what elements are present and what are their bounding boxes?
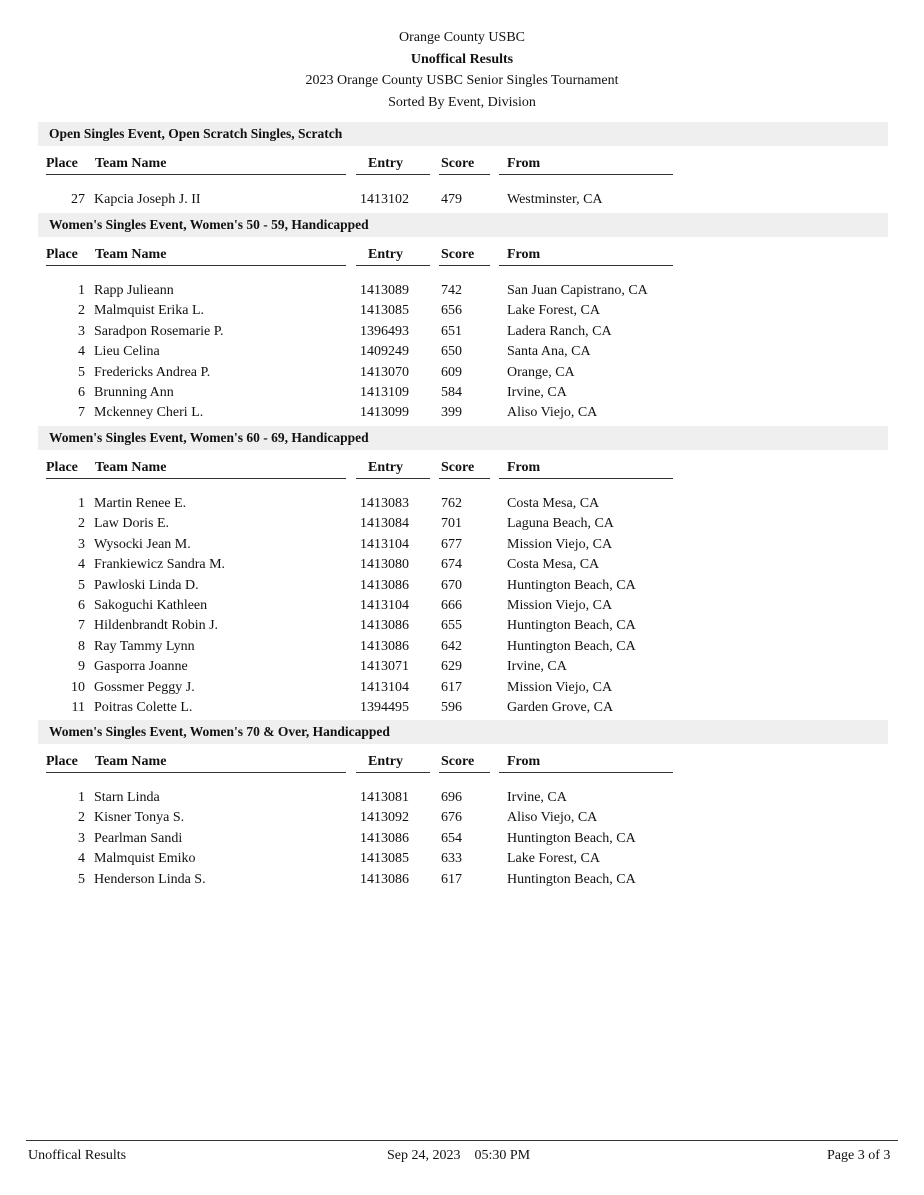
place-cell: 11	[71, 700, 85, 715]
table-row	[0, 283, 924, 303]
place-cell: 6	[78, 598, 85, 613]
team-name-cell: Pawloski Linda D.	[94, 577, 199, 593]
table-row	[0, 192, 924, 212]
from-cell: Huntington Beach, CA	[507, 577, 636, 593]
place-cell: 4	[78, 344, 85, 360]
column-header-score: Score	[441, 460, 475, 475]
score-cell: 584	[441, 385, 462, 400]
from-cell: Lake Forest, CA	[507, 851, 600, 867]
score-cell: 676	[441, 810, 462, 826]
column-header-place: Place	[46, 460, 78, 475]
score-cell: 677	[441, 536, 462, 552]
score-cell: 762	[441, 496, 462, 511]
team-name-cell: Lieu Celina	[94, 344, 160, 360]
score-cell: 701	[441, 516, 462, 532]
section-title: Women's Singles Event, Women's 70 & Over, Handicapped	[49, 724, 390, 739]
from-cell: Huntington Beach, CA	[507, 830, 636, 846]
entry-cell: 1413092	[360, 810, 409, 826]
column-underline	[439, 174, 490, 175]
column-header-place: Place	[46, 247, 78, 262]
column-underline	[356, 265, 430, 266]
column-underline	[356, 174, 430, 175]
score-cell: 629	[441, 659, 462, 675]
from-cell: Irvine, CA	[507, 790, 567, 805]
from-cell: Aliso Viejo, CA	[507, 810, 598, 826]
table-row	[0, 639, 924, 659]
entry-cell: 1413086	[360, 871, 409, 887]
column-header-entry: Entry	[368, 156, 403, 171]
from-cell: Mission Viejo, CA	[507, 598, 613, 613]
score-cell: 674	[441, 557, 462, 573]
entry-cell: 1394495	[360, 700, 409, 715]
column-underline	[356, 772, 430, 773]
column-header-entry: Entry	[368, 754, 403, 769]
place-cell: 3	[78, 323, 85, 339]
table-row	[0, 385, 924, 405]
place-cell: 2	[78, 303, 85, 319]
entry-cell: 1413086	[360, 638, 409, 654]
header-sort: Sorted By Event, Division	[388, 95, 536, 110]
column-header-place: Place	[46, 156, 78, 171]
entry-cell: 1413104	[360, 536, 409, 552]
table-row	[0, 578, 924, 598]
column-underline	[46, 478, 346, 479]
team-name-cell: Kapcia Joseph J. II	[94, 192, 201, 207]
table-row	[0, 496, 924, 516]
column-header-score: Score	[441, 754, 475, 769]
column-underline	[356, 478, 430, 479]
column-underline	[439, 265, 490, 266]
team-name-cell: Saradpon Rosemarie P.	[94, 323, 224, 339]
table-row	[0, 790, 924, 810]
score-cell: 651	[441, 323, 462, 339]
team-name-cell: Gossmer Peggy J.	[94, 679, 195, 695]
from-cell: Huntington Beach, CA	[507, 638, 636, 654]
column-underline	[439, 772, 490, 773]
entry-cell: 1413081	[360, 790, 409, 805]
table-row	[0, 680, 924, 700]
footer-time-value: 05:30 PM	[474, 1148, 531, 1163]
footer-date	[387, 1148, 530, 1164]
column-header-place: Place	[46, 754, 78, 769]
team-name-cell: Fredericks Andrea P.	[94, 364, 211, 380]
from-cell: San Juan Capistrano, CA	[507, 283, 648, 298]
score-cell: 742	[441, 283, 462, 298]
team-name-cell: Mckenney Cheri L.	[94, 405, 204, 421]
team-name-cell: Hildenbrandt Robin J.	[94, 618, 219, 634]
team-name-cell: Brunning Ann	[94, 385, 174, 400]
score-cell: 609	[441, 364, 462, 380]
from-cell: Aliso Viejo, CA	[507, 405, 598, 421]
entry-cell: 1413085	[360, 851, 409, 867]
place-cell: 4	[78, 557, 85, 573]
entry-cell: 1413099	[360, 405, 409, 421]
place-cell: 4	[78, 851, 85, 867]
place-cell: 1	[78, 496, 85, 511]
from-cell: Costa Mesa, CA	[507, 496, 600, 511]
column-header-team: Team Name	[95, 247, 167, 262]
entry-cell: 1396493	[360, 323, 409, 339]
table-row	[0, 516, 924, 536]
from-cell: Irvine, CA	[507, 385, 567, 400]
entry-cell: 1413086	[360, 830, 409, 846]
entry-cell: 1413086	[360, 618, 409, 634]
from-cell: Mission Viejo, CA	[507, 679, 613, 695]
team-name-cell: Malmquist Emiko	[94, 851, 196, 867]
column-header-entry: Entry	[368, 460, 403, 475]
team-name-cell: Malmquist Erika L.	[94, 303, 205, 319]
place-cell: 1	[78, 790, 85, 805]
section-title: Women's Singles Event, Women's 60 - 69, Handicapped	[49, 430, 369, 445]
table-row	[0, 537, 924, 557]
column-header-entry: Entry	[368, 247, 403, 262]
score-cell: 656	[441, 303, 462, 319]
place-cell: 7	[78, 405, 85, 421]
column-header-score: Score	[441, 156, 475, 171]
footer-page: Page 3 of 3	[827, 1148, 891, 1163]
entry-cell: 1413089	[360, 283, 409, 298]
column-header-score: Score	[441, 247, 475, 262]
place-cell: 6	[78, 385, 85, 400]
table-row	[0, 831, 924, 851]
column-underline	[439, 478, 490, 479]
from-cell: Costa Mesa, CA	[507, 557, 600, 573]
team-name-cell: Henderson Linda S.	[94, 871, 206, 887]
score-cell: 655	[441, 618, 462, 634]
header-status: Unoffical Results	[410, 52, 514, 67]
table-row	[0, 872, 924, 892]
from-cell: Lake Forest, CA	[507, 303, 600, 319]
team-name-cell: Starn Linda	[94, 790, 160, 805]
team-name-cell: Martin Renee E.	[94, 496, 187, 511]
from-cell: Garden Grove, CA	[507, 700, 614, 715]
team-name-cell: Sakoguchi Kathleen	[94, 598, 208, 613]
place-cell: 9	[78, 659, 85, 675]
table-row	[0, 303, 924, 323]
column-header-from: From	[507, 460, 541, 475]
column-underline	[46, 174, 346, 175]
section-title: Open Singles Event, Open Scratch Singles, Scratch	[49, 126, 343, 141]
table-row	[0, 851, 924, 871]
place-cell: 5	[78, 577, 85, 593]
footer-divider	[26, 1140, 898, 1141]
column-underline	[46, 265, 346, 266]
place-cell: 2	[78, 810, 85, 826]
score-cell: 654	[441, 830, 462, 846]
team-name-cell: Pearlman Sandi	[94, 830, 183, 846]
score-cell: 666	[441, 598, 462, 613]
place-cell: 5	[78, 364, 85, 380]
entry-cell: 1413080	[360, 557, 409, 573]
column-underline	[499, 265, 673, 266]
table-row	[0, 659, 924, 679]
from-cell: Orange, CA	[507, 364, 575, 380]
team-name-cell: Poitras Colette L.	[94, 700, 193, 715]
from-cell: Laguna Beach, CA	[507, 516, 614, 532]
team-name-cell: Wysocki Jean M.	[94, 536, 191, 552]
team-name-cell: Kisner Tonya S.	[94, 810, 185, 826]
place-cell: 5	[78, 871, 85, 887]
score-cell: 617	[441, 679, 462, 695]
table-row	[0, 700, 924, 720]
entry-cell: 1413086	[360, 577, 409, 593]
entry-cell: 1413084	[360, 516, 409, 532]
team-name-cell: Frankiewicz Sandra M.	[94, 557, 226, 573]
from-cell: Irvine, CA	[507, 659, 567, 675]
header-org: Orange County USBC	[399, 30, 525, 45]
table-row	[0, 598, 924, 618]
score-cell: 670	[441, 577, 462, 593]
column-header-from: From	[507, 247, 541, 262]
table-row	[0, 810, 924, 830]
entry-cell: 1413083	[360, 496, 409, 511]
column-underline	[499, 174, 673, 175]
column-header-from: From	[507, 754, 541, 769]
footer-date-value: Sep 24, 2023	[387, 1148, 461, 1163]
team-name-cell: Gasporra Joanne	[94, 659, 188, 675]
table-row	[0, 365, 924, 385]
from-cell: Santa Ana, CA	[507, 344, 591, 360]
column-header-team: Team Name	[95, 460, 167, 475]
score-cell: 650	[441, 344, 462, 360]
from-cell: Huntington Beach, CA	[507, 871, 636, 887]
from-cell: Ladera Ranch, CA	[507, 323, 612, 339]
team-name-cell: Rapp Julieann	[94, 283, 174, 298]
score-cell: 596	[441, 700, 462, 715]
column-underline	[499, 772, 673, 773]
score-cell: 479	[441, 192, 462, 207]
place-cell: 1	[78, 283, 85, 298]
place-cell: 7	[78, 618, 85, 634]
place-cell: 3	[78, 830, 85, 846]
team-name-cell: Ray Tammy Lynn	[94, 638, 195, 654]
section-title: Women's Singles Event, Women's 50 - 59, Handicapped	[49, 217, 369, 232]
place-cell: 27	[71, 192, 85, 207]
table-row	[0, 324, 924, 344]
from-cell: Mission Viejo, CA	[507, 536, 613, 552]
table-row	[0, 618, 924, 638]
place-cell: 3	[78, 536, 85, 552]
entry-cell: 1413104	[360, 598, 409, 613]
entry-cell: 1409249	[360, 344, 409, 360]
score-cell: 399	[441, 405, 462, 421]
entry-cell: 1413109	[360, 385, 409, 400]
entry-cell: 1413104	[360, 679, 409, 695]
score-cell: 642	[441, 638, 462, 654]
place-cell: 8	[78, 638, 85, 654]
from-cell: Westminster, CA	[507, 192, 603, 207]
column-underline	[46, 772, 346, 773]
entry-cell: 1413071	[360, 659, 409, 675]
entry-cell: 1413102	[360, 192, 409, 207]
team-name-cell: Law Doris E.	[94, 516, 170, 532]
score-cell: 617	[441, 871, 462, 887]
header-tournament: 2023 Orange County USBC Senior Singles Tournament	[305, 73, 619, 88]
table-row	[0, 344, 924, 364]
entry-cell: 1413085	[360, 303, 409, 319]
footer-label: Unoffical Results	[28, 1148, 127, 1163]
from-cell: Huntington Beach, CA	[507, 618, 636, 634]
column-header-team: Team Name	[95, 754, 167, 769]
place-cell: 2	[78, 516, 85, 532]
column-header-team: Team Name	[95, 156, 167, 171]
score-cell: 696	[441, 790, 462, 805]
column-header-from: From	[507, 156, 541, 171]
table-row	[0, 405, 924, 425]
column-underline	[499, 478, 673, 479]
table-row	[0, 557, 924, 577]
place-cell: 10	[71, 679, 85, 695]
entry-cell: 1413070	[360, 364, 409, 380]
score-cell: 633	[441, 851, 462, 867]
